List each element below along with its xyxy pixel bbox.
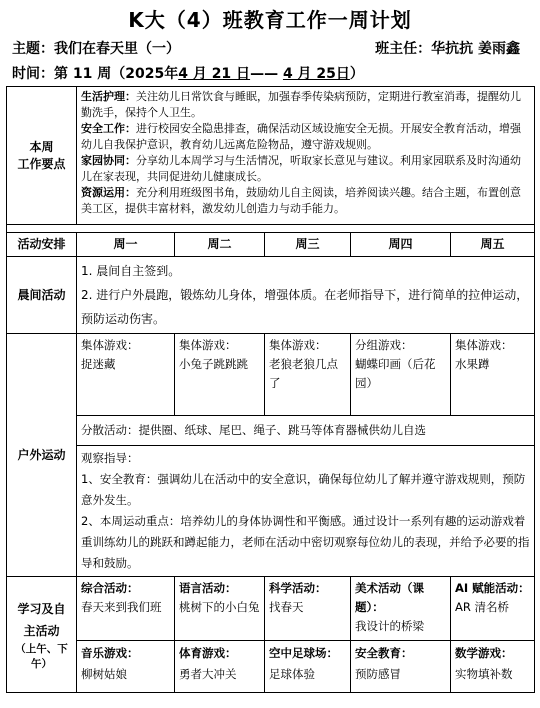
theme-value: 我们在春天里（一）	[54, 41, 180, 57]
teachers	[375, 38, 520, 58]
study-cell-mon-2	[77, 641, 175, 693]
game-name: 老狼老狼几点了	[269, 357, 338, 390]
document-title: K大（4）班教育工作一周计划	[128, 8, 412, 32]
outdoor-games-row	[7, 334, 535, 416]
game-type: 分组游戏：	[355, 338, 413, 352]
study-cell-thu-2	[351, 641, 451, 693]
game-type: 集体游戏：	[81, 338, 139, 352]
study-type: 空中足球场：	[269, 646, 338, 660]
study-name: 足球体验	[269, 667, 315, 681]
study-type: 数学游戏：	[455, 646, 513, 660]
date-open: （2025年	[111, 66, 179, 82]
focus-item	[81, 89, 530, 121]
focus-item-text: 进行校园安全隐患排查，确保活动区域设施安全无损。开展安全教育活动，增强幼儿自我保护意识，教育幼儿远离危险物品，遵守游戏规则。	[81, 122, 521, 151]
spacer-cell	[7, 225, 535, 233]
header-line-theme	[12, 38, 528, 58]
focus-item	[81, 185, 530, 217]
game-cell-wed	[265, 334, 351, 416]
game-type: 集体游戏：	[269, 338, 327, 352]
study-type: 科学活动：	[269, 581, 327, 595]
morning-content	[77, 257, 535, 334]
game-type: 集体游戏：	[455, 338, 513, 352]
study-cell-thu	[351, 577, 451, 641]
study-type: AI 赋能活动：	[455, 581, 530, 595]
focus-content	[77, 87, 535, 225]
time-label: 时间：	[12, 66, 54, 82]
study-name: AR 清名桥	[455, 600, 510, 614]
schedule-label: 活动安排	[7, 233, 77, 257]
study-type: 美术活动（课题）：	[355, 581, 424, 614]
spacer-row	[7, 225, 535, 233]
day-header-mon: 周一	[77, 233, 175, 257]
study-cell-tue-2	[175, 641, 265, 693]
day-header-fri: 周五	[451, 233, 535, 257]
study-cell-wed-2	[265, 641, 351, 693]
theme-label: 主题：	[12, 41, 54, 57]
study-type: 综合活动：	[81, 581, 139, 595]
study-name: 桃树下的小白兔	[179, 600, 260, 614]
date-separator: ——	[250, 66, 283, 82]
day-header-thu: 周四	[351, 233, 451, 257]
study-name: 柳树姑娘	[81, 667, 127, 681]
plan-table	[6, 86, 535, 693]
game-cell-tue	[175, 334, 265, 416]
study-name: 预防感冒	[355, 667, 401, 681]
morning-line: 2. 进行户外晨跑，锻炼幼儿身体，增强体质。在老师指导下，进行简单的拉伸运动，预防运动伤害。	[81, 288, 529, 326]
week-number: 第 11 周	[54, 66, 112, 82]
study-name: 找春天	[269, 600, 304, 614]
outdoor-label: 户外运动	[7, 334, 77, 577]
morning-line: 1. 晨间自主签到。	[81, 264, 181, 278]
outdoor-scattered-row	[7, 416, 535, 446]
focus-label-line2: 工作要点	[17, 156, 66, 171]
study-label-line3: （上午、下午）	[15, 642, 68, 670]
morning-row	[7, 257, 535, 334]
focus-item	[81, 121, 530, 153]
study-type: 安全教育：	[355, 646, 413, 660]
study-label	[7, 577, 77, 693]
game-cell-fri	[451, 334, 535, 416]
focus-label-line1: 本周	[29, 139, 54, 154]
focus-item-head: 安全工作：	[81, 122, 136, 135]
study-name: 勇者大冲关	[179, 667, 237, 681]
study-type: 体育游戏：	[179, 646, 237, 660]
focus-item-text: 关注幼儿日常饮食与睡眠，加强春季传染病预防，定期进行教室消毒，提醒幼儿勤洗手，保持个人卫生。	[81, 90, 521, 119]
guide-item: 1、安全教育：强调幼儿在活动中的安全意识，确保每位幼儿了解并遵守游戏规则，预防意外发生。	[81, 472, 526, 507]
game-cell-mon	[77, 334, 175, 416]
study-type: 语言活动：	[179, 581, 237, 595]
date-close: ）	[349, 66, 364, 82]
outdoor-guide-row	[7, 446, 535, 577]
guide-content	[77, 446, 535, 577]
focus-item-head: 家园协同：	[81, 154, 136, 167]
study-cell-wed	[265, 577, 351, 641]
end-date: 4 月 25日	[282, 66, 350, 82]
study-cell-fri	[451, 577, 535, 641]
study-cell-fri-2	[451, 641, 535, 693]
start-date: 4 月 21 日	[178, 66, 251, 82]
study-row-1	[7, 577, 535, 641]
study-name: 春天来到我们班	[81, 600, 162, 614]
game-name: 水果蹲	[455, 357, 490, 371]
focus-label	[7, 87, 77, 225]
schedule-header-row	[7, 233, 535, 257]
scattered-activity: 分散活动：提供圈、纸球、尾巴、绳子、跳马等体育器械供幼儿自选	[77, 416, 535, 446]
game-name: 蝴蝶印画（后花园）	[355, 357, 436, 390]
game-name: 捉迷藏	[81, 357, 116, 371]
game-name: 小兔子跳跳跳	[179, 357, 248, 371]
focus-item	[81, 153, 530, 185]
focus-row	[7, 87, 535, 225]
game-type: 集体游戏：	[179, 338, 237, 352]
header-line-time	[12, 63, 364, 83]
study-row-2	[7, 641, 535, 693]
morning-label: 晨间活动	[7, 257, 77, 334]
study-name: 我设计的桥梁	[355, 619, 424, 633]
focus-item-head: 生活护理：	[81, 90, 136, 103]
teachers-value: 华抗抗 姜雨鑫	[431, 41, 520, 57]
game-cell-thu	[351, 334, 451, 416]
focus-item-text: 充分利用班级图书角，鼓励幼儿自主阅读，培养阅读兴趣。结合主题，布置创意美工区，提供丰富材料，激发幼儿创造力与动手能力。	[81, 186, 521, 215]
teachers-label: 班主任：	[375, 41, 432, 57]
focus-item-text: 分享幼儿本周学习与生活情况，听取家长意见与建议。利用家园联系及时沟通幼儿在家表现，共同促进幼儿健康成长。	[81, 154, 521, 183]
study-name: 实物填补数	[455, 667, 513, 681]
focus-item-head: 资源运用：	[81, 186, 136, 199]
day-header-tue: 周二	[175, 233, 265, 257]
guide-item: 2、本周运动重点：培养幼儿的身体协调性和平衡感。通过设计一系列有趣的运动游戏着重训练幼儿的跳跃和蹲起能力，老师在活动中密切观察每位幼儿的表现，并给予必要的指导和鼓励。	[81, 514, 530, 570]
study-type: 音乐游戏：	[81, 646, 139, 660]
study-label-line1: 学习及自	[17, 601, 66, 616]
study-cell-tue	[175, 577, 265, 641]
study-label-line2: 主活动	[23, 623, 60, 638]
day-header-wed: 周三	[265, 233, 351, 257]
study-cell-mon	[77, 577, 175, 641]
guide-title: 观察指导：	[81, 451, 139, 465]
